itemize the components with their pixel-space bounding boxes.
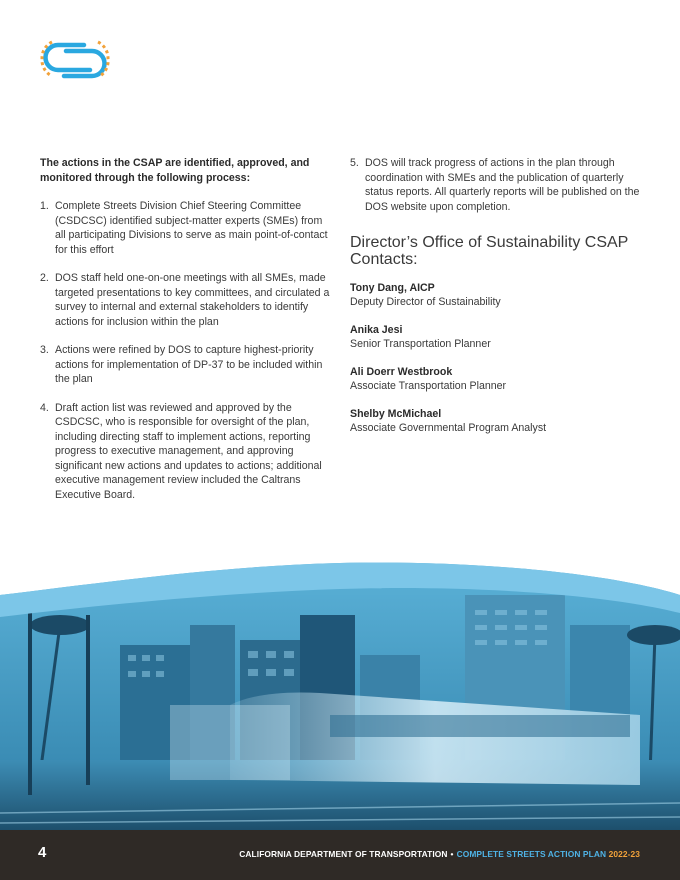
process-steps-list-continued xyxy=(350,156,646,214)
contact-name: Tony Dang, AICP xyxy=(350,282,435,294)
process-steps-list xyxy=(40,199,332,502)
page-footer xyxy=(0,830,680,880)
contact-entry xyxy=(350,365,646,393)
process-step-2 xyxy=(40,271,332,329)
process-step-1 xyxy=(40,199,332,257)
footer-org: CALIFORNIA DEPARTMENT OF TRANSPORTATION xyxy=(239,849,448,859)
footer-plan: COMPLETE STREETS ACTION PLAN xyxy=(456,849,607,859)
step-number: 4. xyxy=(40,401,49,414)
process-intro: The actions in the CSAP are identified, approved, and monitored through the following process: xyxy=(40,157,310,184)
contact-entry xyxy=(350,323,646,351)
footer-year: 2022-23 xyxy=(608,849,640,859)
right-column xyxy=(350,156,646,449)
street-tram-photo xyxy=(0,555,680,830)
footer-separator: • xyxy=(450,849,454,859)
process-step-4 xyxy=(40,401,332,503)
step-text: DOS staff held one-on-one meetings with all SMEs, made targeted presentations to key committees, and circulated a survey to internal and external stakeholders to identify actions for inclusion within the plan xyxy=(55,272,330,328)
left-column xyxy=(40,156,332,516)
contact-name: Shelby McMichael xyxy=(350,408,442,420)
step-text: Draft action list was reviewed and approved by the CSDCSC, who is responsible for oversight of the plan, including directing staff to implement actions, reporting progress to executive management, and approving significant new actions and updates to actions; additional executive management review included the Caltrans Executive Board. xyxy=(55,401,322,501)
footer-title xyxy=(239,849,640,859)
step-number: 5. xyxy=(350,157,359,169)
step-number: 3. xyxy=(40,344,49,356)
contact-entry xyxy=(350,281,646,309)
complete-streets-logo-icon xyxy=(38,38,112,80)
contact-entry xyxy=(350,407,646,435)
contact-title: Associate Transportation Planner xyxy=(350,380,507,392)
step-text: Actions were refined by DOS to capture highest-priority actions for implementation of DP-37 to be included within the plan xyxy=(55,344,323,385)
contact-name: Anika Jesi xyxy=(350,324,403,336)
contact-title: Associate Governmental Program Analyst xyxy=(350,422,547,434)
step-number: 2. xyxy=(40,272,49,284)
contacts-heading: Director’s Office of Sustainability CSAP Contacts: xyxy=(350,234,629,268)
process-step-3 xyxy=(40,343,332,387)
contact-title: Senior Transportation Planner xyxy=(350,338,491,350)
contact-name: Ali Doerr Westbrook xyxy=(350,366,453,378)
page-number: 4 xyxy=(38,844,47,861)
step-text: DOS will track progress of actions in the plan through coordination with SMEs and the publication of quarterly status reports. All quarterly reports will be published on the DOS website upon completion. xyxy=(365,157,640,213)
contact-title: Deputy Director of Sustainability xyxy=(350,296,501,308)
step-number: 1. xyxy=(40,200,49,212)
step-text: Complete Streets Division Chief Steering Committee (CSDCSC) identified subject-matter experts (SMEs) from all participating Divisions to serve as main point-of-contact for this effort xyxy=(55,200,328,256)
process-step-5 xyxy=(350,156,646,214)
